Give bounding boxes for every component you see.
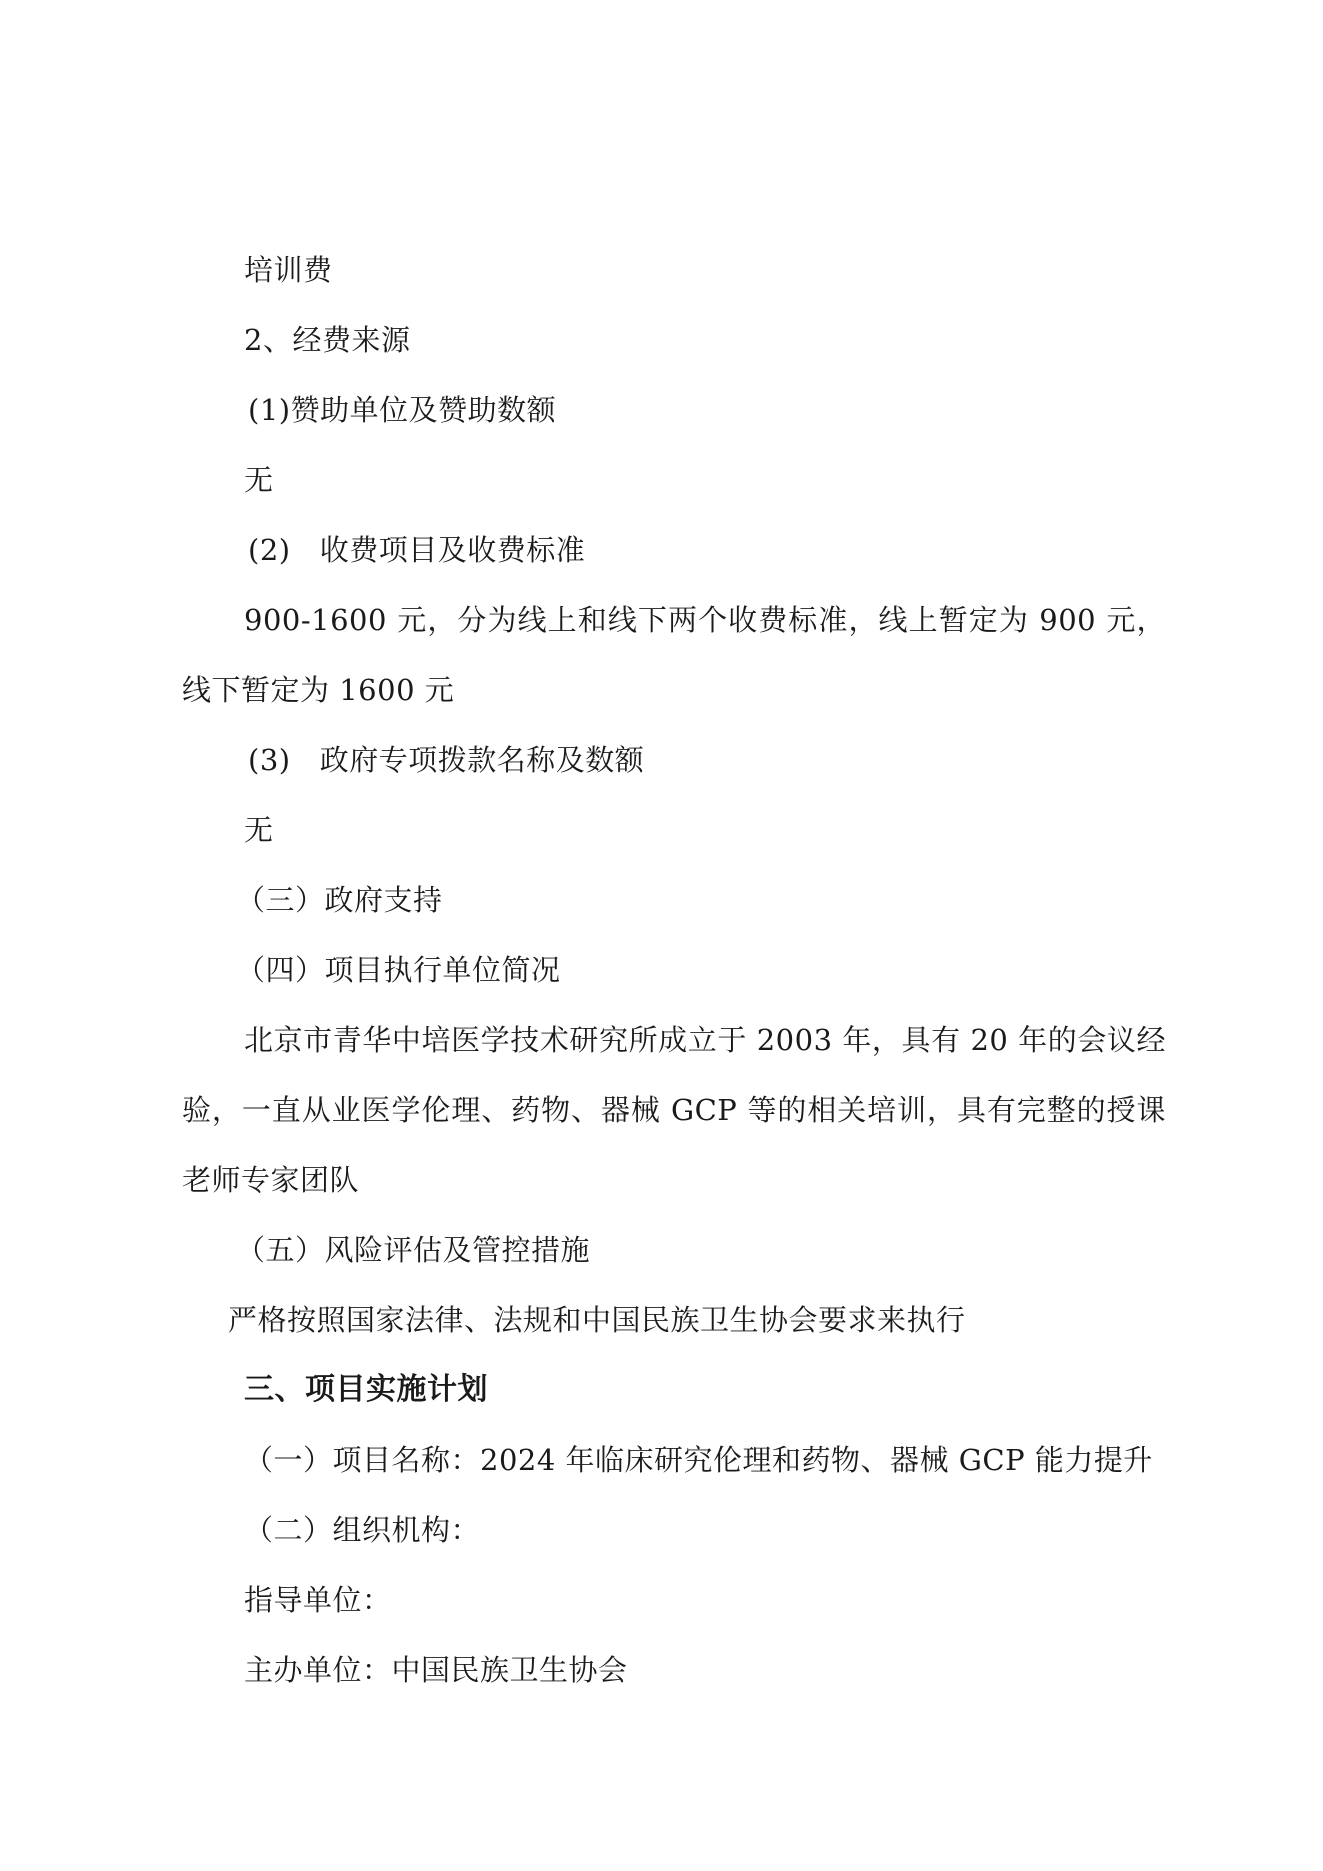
- text-line-gov-funding-none: 无: [244, 813, 274, 847]
- text-line-host-unit: 主办单位：中国民族卫生协会: [244, 1653, 628, 1687]
- text-line-sponsor-item: (1)赞助单位及赞助数额: [248, 393, 557, 427]
- text-line-project-name: （一）项目名称：2024 年临床研究伦理和药物、器械 GCP 能力提升: [244, 1443, 1153, 1477]
- text-line-executor-desc-1: 北京市青华中培医学技术研究所成立于 2003 年，具有 20 年的会议经: [244, 1023, 1166, 1057]
- text-line-gov-support: （三）政府支持: [236, 883, 443, 917]
- text-line-guiding-unit: 指导单位：: [244, 1583, 392, 1617]
- text-line-risk-desc: 严格按照国家法律、法规和中国民族卫生协会要求来执行: [228, 1303, 966, 1337]
- text-line-sponsor-none: 无: [244, 463, 274, 497]
- text-line-funding-source: 2、经费来源: [244, 323, 411, 357]
- text-line-fee-standard-cont: 线下暂定为 1600 元: [182, 673, 455, 707]
- text-line-gov-funding-item: (3) 政府专项拨款名称及数额: [248, 743, 645, 777]
- text-line-executor-overview: （四）项目执行单位简况: [236, 953, 561, 987]
- text-line-risk-control: （五）风险评估及管控措施: [236, 1233, 591, 1267]
- text-line-fee-item: (2) 收费项目及收费标准: [248, 533, 586, 567]
- text-line-fee-standard: 900-1600 元，分为线上和线下两个收费标准，线上暂定为 900 元，: [244, 603, 1166, 637]
- text-line-organization: （二）组织机构：: [244, 1513, 481, 1547]
- text-line-training-fee: 培训费: [244, 253, 333, 287]
- text-line-executor-desc-2: 验，一直从业医学伦理、药物、器械 GCP 等的相关培训，具有完整的授课: [182, 1093, 1166, 1127]
- section-heading-implementation-plan: 三、项目实施计划: [244, 1372, 488, 1407]
- text-line-executor-desc-3: 老师专家团队: [182, 1163, 360, 1197]
